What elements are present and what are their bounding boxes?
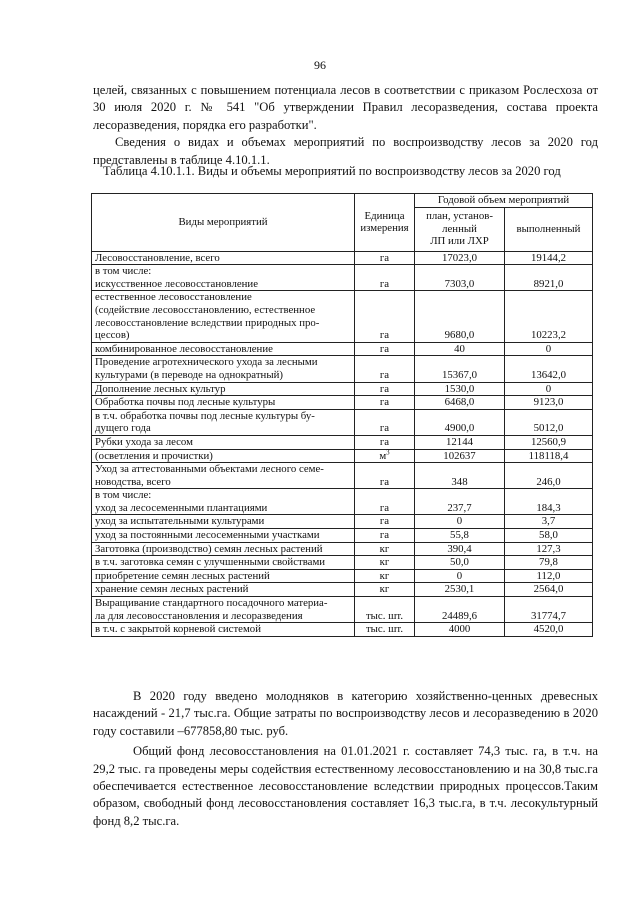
cell-done: 13642,0	[505, 356, 593, 382]
cell-done: 0	[505, 342, 593, 356]
cell-plan: 6468,0	[415, 396, 505, 410]
table-row	[92, 382, 593, 396]
cell-unit: га	[355, 409, 415, 435]
cell-activity: комбинированное лесовосстановление	[92, 342, 355, 356]
cell-plan: 0	[415, 515, 505, 529]
header-annual-volume: Годовой объем мероприятий	[415, 194, 593, 208]
cell-activity: Дополнение лесных культур	[92, 382, 355, 396]
cell-activity: Заготовка (производство) семян лесных растений	[92, 542, 355, 556]
cell-unit: га	[355, 435, 415, 449]
cell-plan: 2530,1	[415, 583, 505, 597]
cell-unit: га	[355, 265, 415, 291]
table-caption: Таблица 4.10.1.1. Виды и объемы мероприятий по воспроизводству лесов за 2020 год	[103, 164, 561, 178]
cell-done: 58,0	[505, 529, 593, 543]
cell-plan: 4000	[415, 623, 505, 637]
cell-done: 0	[505, 382, 593, 396]
cell-activity: в т.ч. заготовка семян с улучшенными свойствами	[92, 556, 355, 570]
cell-unit: кг	[355, 569, 415, 583]
cell-activity: (осветления и прочистки)	[92, 449, 355, 463]
cell-unit: га	[355, 356, 415, 382]
cell-activity: Проведение агротехнического ухода за лесными культурами (в переводе на однократный)	[92, 356, 355, 382]
cell-done: 246,0	[505, 463, 593, 489]
cell-done: 4520,0	[505, 623, 593, 637]
table-row	[92, 556, 593, 570]
cell-plan: 237,7	[415, 489, 505, 515]
cell-unit: кг	[355, 556, 415, 570]
cell-unit: га	[355, 251, 415, 265]
cell-activity: приобретение семян лесных растений	[92, 569, 355, 583]
cell-plan: 55,8	[415, 529, 505, 543]
table-row	[92, 265, 593, 291]
cell-done: 8921,0	[505, 265, 593, 291]
cell-unit: га	[355, 342, 415, 356]
cell-done: 5012,0	[505, 409, 593, 435]
table-row	[92, 529, 593, 543]
cell-done: 12560,9	[505, 435, 593, 449]
cell-unit: кг	[355, 542, 415, 556]
table-row	[92, 356, 593, 382]
cell-done: 2564,0	[505, 583, 593, 597]
cell-unit: $м^3$	[355, 449, 415, 463]
cell-plan: 9680,0	[415, 291, 505, 342]
outro-paragraph-1: В 2020 году введено молодняков в категорию хозяйственно-ценных древесных насаждений - 21,7 тыс.га. Общие затраты по воспроизводству лесов и лесоразведению в 2020 году составили –677858,80 тыс. руб.	[93, 689, 598, 738]
header-activity: Виды мероприятий	[92, 194, 355, 252]
cell-plan: 17023,0	[415, 251, 505, 265]
table-row	[92, 449, 593, 463]
cell-done: 3,7	[505, 515, 593, 529]
table-row	[92, 569, 593, 583]
header-plan: план, установ- ленный ЛП или ЛХР	[415, 207, 505, 251]
unit-superscript: 3	[386, 447, 390, 456]
cell-plan: 390,4	[415, 542, 505, 556]
cell-unit: га	[355, 396, 415, 410]
cell-activity: Рубки ухода за лесом	[92, 435, 355, 449]
outro-paragraph-2: Общий фонд лесовосстановления на 01.01.2021 г. составляет 74,3 тыс. га, в т.ч. на 29,2 тыс. га проведены меры содействия естественному лесовосстановлению и на 30,8 тыс.га обеспечивается естественное лесовосстановление вследствии природных процессов.Таким образом, свободный фонд лесовосстановления составляет 16,3 тыс.га, в т.ч. лесокультурный фонд 8,2 тыс.га.	[93, 744, 598, 828]
table-row	[92, 342, 593, 356]
cell-plan: 1530,0	[415, 382, 505, 396]
cell-activity: в т.ч. обработка почвы под лесные культуры бу- дущего года	[92, 409, 355, 435]
table	[91, 193, 593, 637]
table-row	[92, 542, 593, 556]
cell-unit: га	[355, 382, 415, 396]
cell-unit: га	[355, 291, 415, 342]
cell-activity: в том числе: уход за лесосеменными плантациями	[92, 489, 355, 515]
cell-plan: 50,0	[415, 556, 505, 570]
cell-plan: 4900,0	[415, 409, 505, 435]
cell-unit: га	[355, 489, 415, 515]
cell-activity: в том числе: искусственное лесовосстановление	[92, 265, 355, 291]
cell-done: 9123,0	[505, 396, 593, 410]
cell-activity: уход за испытательными культурами	[92, 515, 355, 529]
cell-plan: 12144	[415, 435, 505, 449]
table-row	[92, 291, 593, 342]
header-done: выполненный	[505, 207, 593, 251]
intro-paragraph-1: целей, связанных с повышением потенциала лесов в соответствии с приказом Рослесхоза от 30 июля 2020 г. № 541 "Об утверждении Правил лесоразведения, состава проекта лесоразведения, порядка его разработки".	[93, 83, 598, 132]
cell-plan: 15367,0	[415, 356, 505, 382]
table-row	[92, 435, 593, 449]
cell-done: 127,3	[505, 542, 593, 556]
reforestation-table	[91, 193, 592, 637]
table-row	[92, 489, 593, 515]
table-row	[92, 463, 593, 489]
cell-activity: Выращивание стандартного посадочного материа- ла для лесовосстановления и лесоразведения	[92, 597, 355, 623]
cell-plan: 7303,0	[415, 265, 505, 291]
cell-plan: 24489,6	[415, 597, 505, 623]
header-unit: Единица измерения	[355, 194, 415, 252]
cell-unit: тыс. шт.	[355, 597, 415, 623]
cell-plan: 40	[415, 342, 505, 356]
cell-plan: 102637	[415, 449, 505, 463]
table-row	[92, 597, 593, 623]
table-row	[92, 251, 593, 265]
cell-done: 31774,7	[505, 597, 593, 623]
table-row	[92, 515, 593, 529]
cell-unit: га	[355, 515, 415, 529]
cell-activity: уход за постоянными лесосеменными участками	[92, 529, 355, 543]
cell-done: 19144,2	[505, 251, 593, 265]
cell-done: 112,0	[505, 569, 593, 583]
cell-done: 10223,2	[505, 291, 593, 342]
cell-activity: в т.ч. с закрытой корневой системой	[92, 623, 355, 637]
cell-activity: Лесовосстановление, всего	[92, 251, 355, 265]
cell-activity: естественное лесовосстановление (содействие лесовосстановлению, естественное лесовосстановление вследствии природных про- цессов)	[92, 291, 355, 342]
page-number: 96	[314, 58, 326, 72]
table-row	[92, 623, 593, 637]
intro-paragraph-2: Сведения о видах и объемах мероприятий по воспроизводству лесов за 2020 год представлены в таблице 4.10.1.1.	[93, 135, 598, 167]
cell-done: 184,3	[505, 489, 593, 515]
cell-unit: кг	[355, 583, 415, 597]
intro-text	[93, 82, 598, 169]
cell-plan: 348	[415, 463, 505, 489]
cell-unit: га	[355, 463, 415, 489]
cell-activity: хранение семян лесных растений	[92, 583, 355, 597]
cell-done: 118118,4	[505, 449, 593, 463]
cell-unit: га	[355, 529, 415, 543]
table-row	[92, 396, 593, 410]
cell-unit: тыс. шт.	[355, 623, 415, 637]
outro-text	[93, 688, 598, 830]
table-row	[92, 583, 593, 597]
table-row	[92, 409, 593, 435]
table-body	[92, 251, 593, 636]
cell-activity: Обработка почвы под лесные культуры	[92, 396, 355, 410]
cell-done: 79,8	[505, 556, 593, 570]
cell-plan: 0	[415, 569, 505, 583]
cell-activity: Уход за аттестованными объектами лесного семе- новодства, всего	[92, 463, 355, 489]
